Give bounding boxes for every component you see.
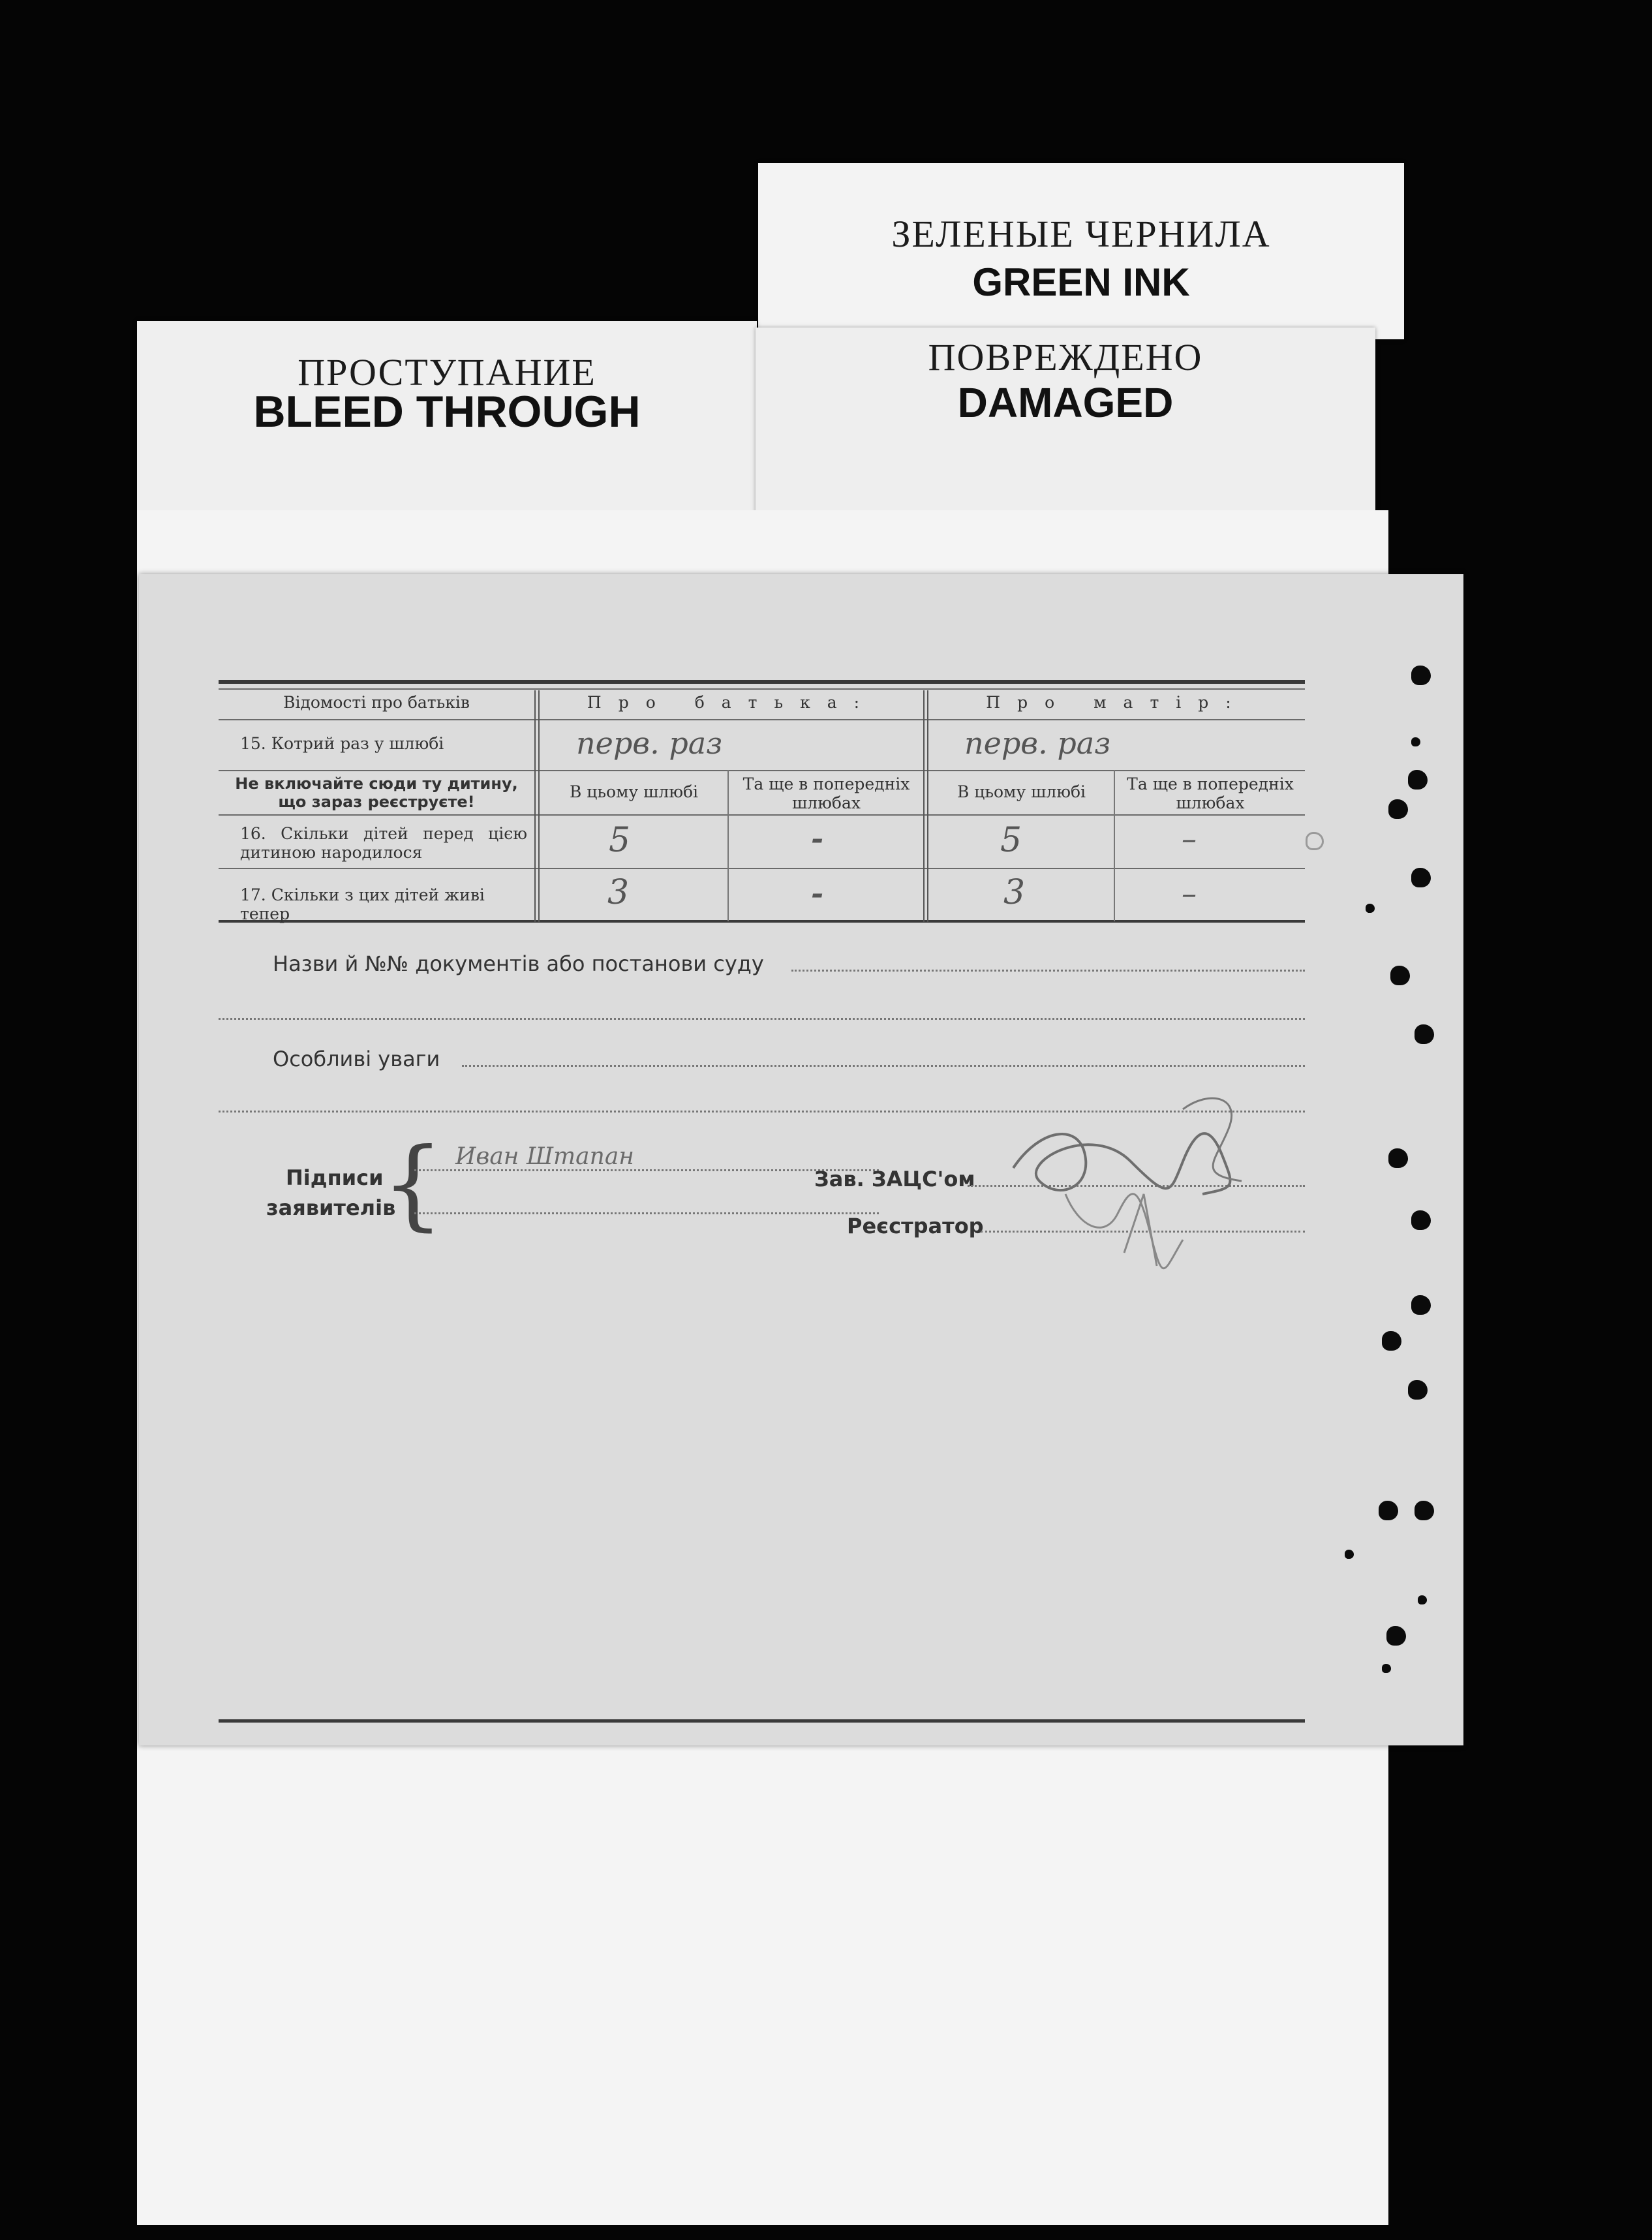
row-17-father-prev: -: [811, 876, 824, 911]
applicant-signature: Иван Штапан: [455, 1143, 635, 1170]
table-rule: [219, 814, 1305, 816]
registration-form: [139, 574, 1463, 1745]
punch-hole: [1411, 737, 1420, 746]
green-ink-ru: ЗЕЛЕНЫЕ ЧЕРНИЛА: [891, 213, 1271, 255]
row-15-mother-value: перв. раз: [964, 726, 1111, 761]
green-ink-card: [758, 163, 1404, 339]
table-top-rule: [219, 680, 1305, 684]
table-col-divider: [727, 770, 729, 921]
punch-hole: [1411, 868, 1431, 887]
row-17-mother-prev: –: [1182, 876, 1197, 911]
subheader-previous-mother: Та ще в попередніх шлюбах: [1127, 775, 1294, 812]
punch-hole: [1415, 1501, 1434, 1520]
damaged-ru: ПОВРЕЖДЕНО: [928, 336, 1203, 378]
subheader-previous-father: Та ще в попередніх шлюбах: [742, 775, 910, 812]
table-col-divider: [534, 690, 540, 922]
bleed-through-en: BLEED THROUGH: [253, 387, 641, 437]
punch-hole: [1382, 1331, 1401, 1351]
row-15-father-value: перв. раз: [576, 726, 723, 761]
punch-hole: [1306, 832, 1324, 850]
signature-brace: {: [382, 1128, 444, 1241]
subheader-this-marriage-mother: В цьому шлюбі: [956, 782, 1086, 801]
subheader-this-marriage-father: В цьому шлюбі: [569, 782, 699, 801]
punch-hole: [1382, 1664, 1391, 1673]
row-16-label: 16. Скільки дітей перед цією дитиною народилося: [240, 824, 527, 862]
row-16-mother-prev: –: [1182, 821, 1197, 856]
punch-hole: [1411, 666, 1431, 685]
documents-label: Назви й №№ документів або постанови суду: [273, 951, 764, 976]
bleed-through-card: [137, 321, 757, 536]
table-top-rule-2: [219, 688, 1305, 690]
punch-hole: [1418, 1595, 1427, 1604]
table-rule: [219, 770, 1305, 771]
punch-hole: [1366, 904, 1375, 913]
row-17-mother-this: 3: [1003, 873, 1026, 912]
remarks-line: [462, 1065, 1305, 1067]
header-father: Про батька:: [587, 693, 877, 712]
punch-hole: [1411, 1210, 1431, 1230]
punch-hole: [1415, 1024, 1434, 1044]
documents-line-2: [219, 1018, 1305, 1020]
row-16-father-prev: -: [811, 821, 824, 856]
table-col-divider: [1114, 770, 1115, 921]
punch-hole: [1388, 1148, 1408, 1168]
applicant-signature-line-2: [414, 1212, 879, 1214]
official-signature-scrawl: [987, 1083, 1261, 1279]
row-17-father-this: 3: [607, 873, 630, 912]
documents-line: [791, 970, 1305, 972]
punch-hole: [1411, 1295, 1431, 1315]
table-col-divider: [923, 690, 928, 922]
damaged-en: DAMAGED: [957, 379, 1174, 426]
row-16-father-this: 5: [609, 821, 631, 860]
green-ink-en: GREEN INK: [972, 260, 1190, 304]
punch-hole: [1386, 1626, 1406, 1646]
table-rule: [219, 868, 1305, 869]
subheader-warning: Не включайте сюди ту дитину, що зараз реєструєте!: [235, 775, 518, 811]
punch-hole: [1390, 966, 1410, 985]
applicants-label-1: Підписи: [286, 1165, 384, 1190]
punch-hole: [1345, 1550, 1354, 1559]
applicant-signature-line: [414, 1169, 879, 1171]
bleed-through-ru: ПРОСТУПАНИЕ: [298, 351, 596, 393]
header-mother: Про матір:: [986, 693, 1248, 712]
table-rule: [219, 719, 1305, 720]
applicants-label-2: заявителів: [266, 1195, 396, 1220]
header-parents-info: Відомості про батьків: [283, 693, 470, 712]
remarks-label: Особливі уваги: [273, 1047, 440, 1071]
form-bottom-rule: [219, 1719, 1305, 1723]
row-15-label: 15. Котрий раз у шлюбі: [240, 734, 444, 753]
row-17-label: 17. Скільки з цих дітей живі тепер: [240, 885, 485, 923]
row-16-mother-this: 5: [1000, 821, 1022, 860]
punch-hole: [1408, 1380, 1428, 1400]
punch-hole: [1379, 1501, 1398, 1520]
registrar-label: Реєстратор: [847, 1214, 984, 1238]
head-label: Зав. ЗАЦС'ом: [814, 1167, 975, 1191]
punch-hole: [1408, 770, 1428, 790]
punch-hole: [1388, 799, 1408, 819]
